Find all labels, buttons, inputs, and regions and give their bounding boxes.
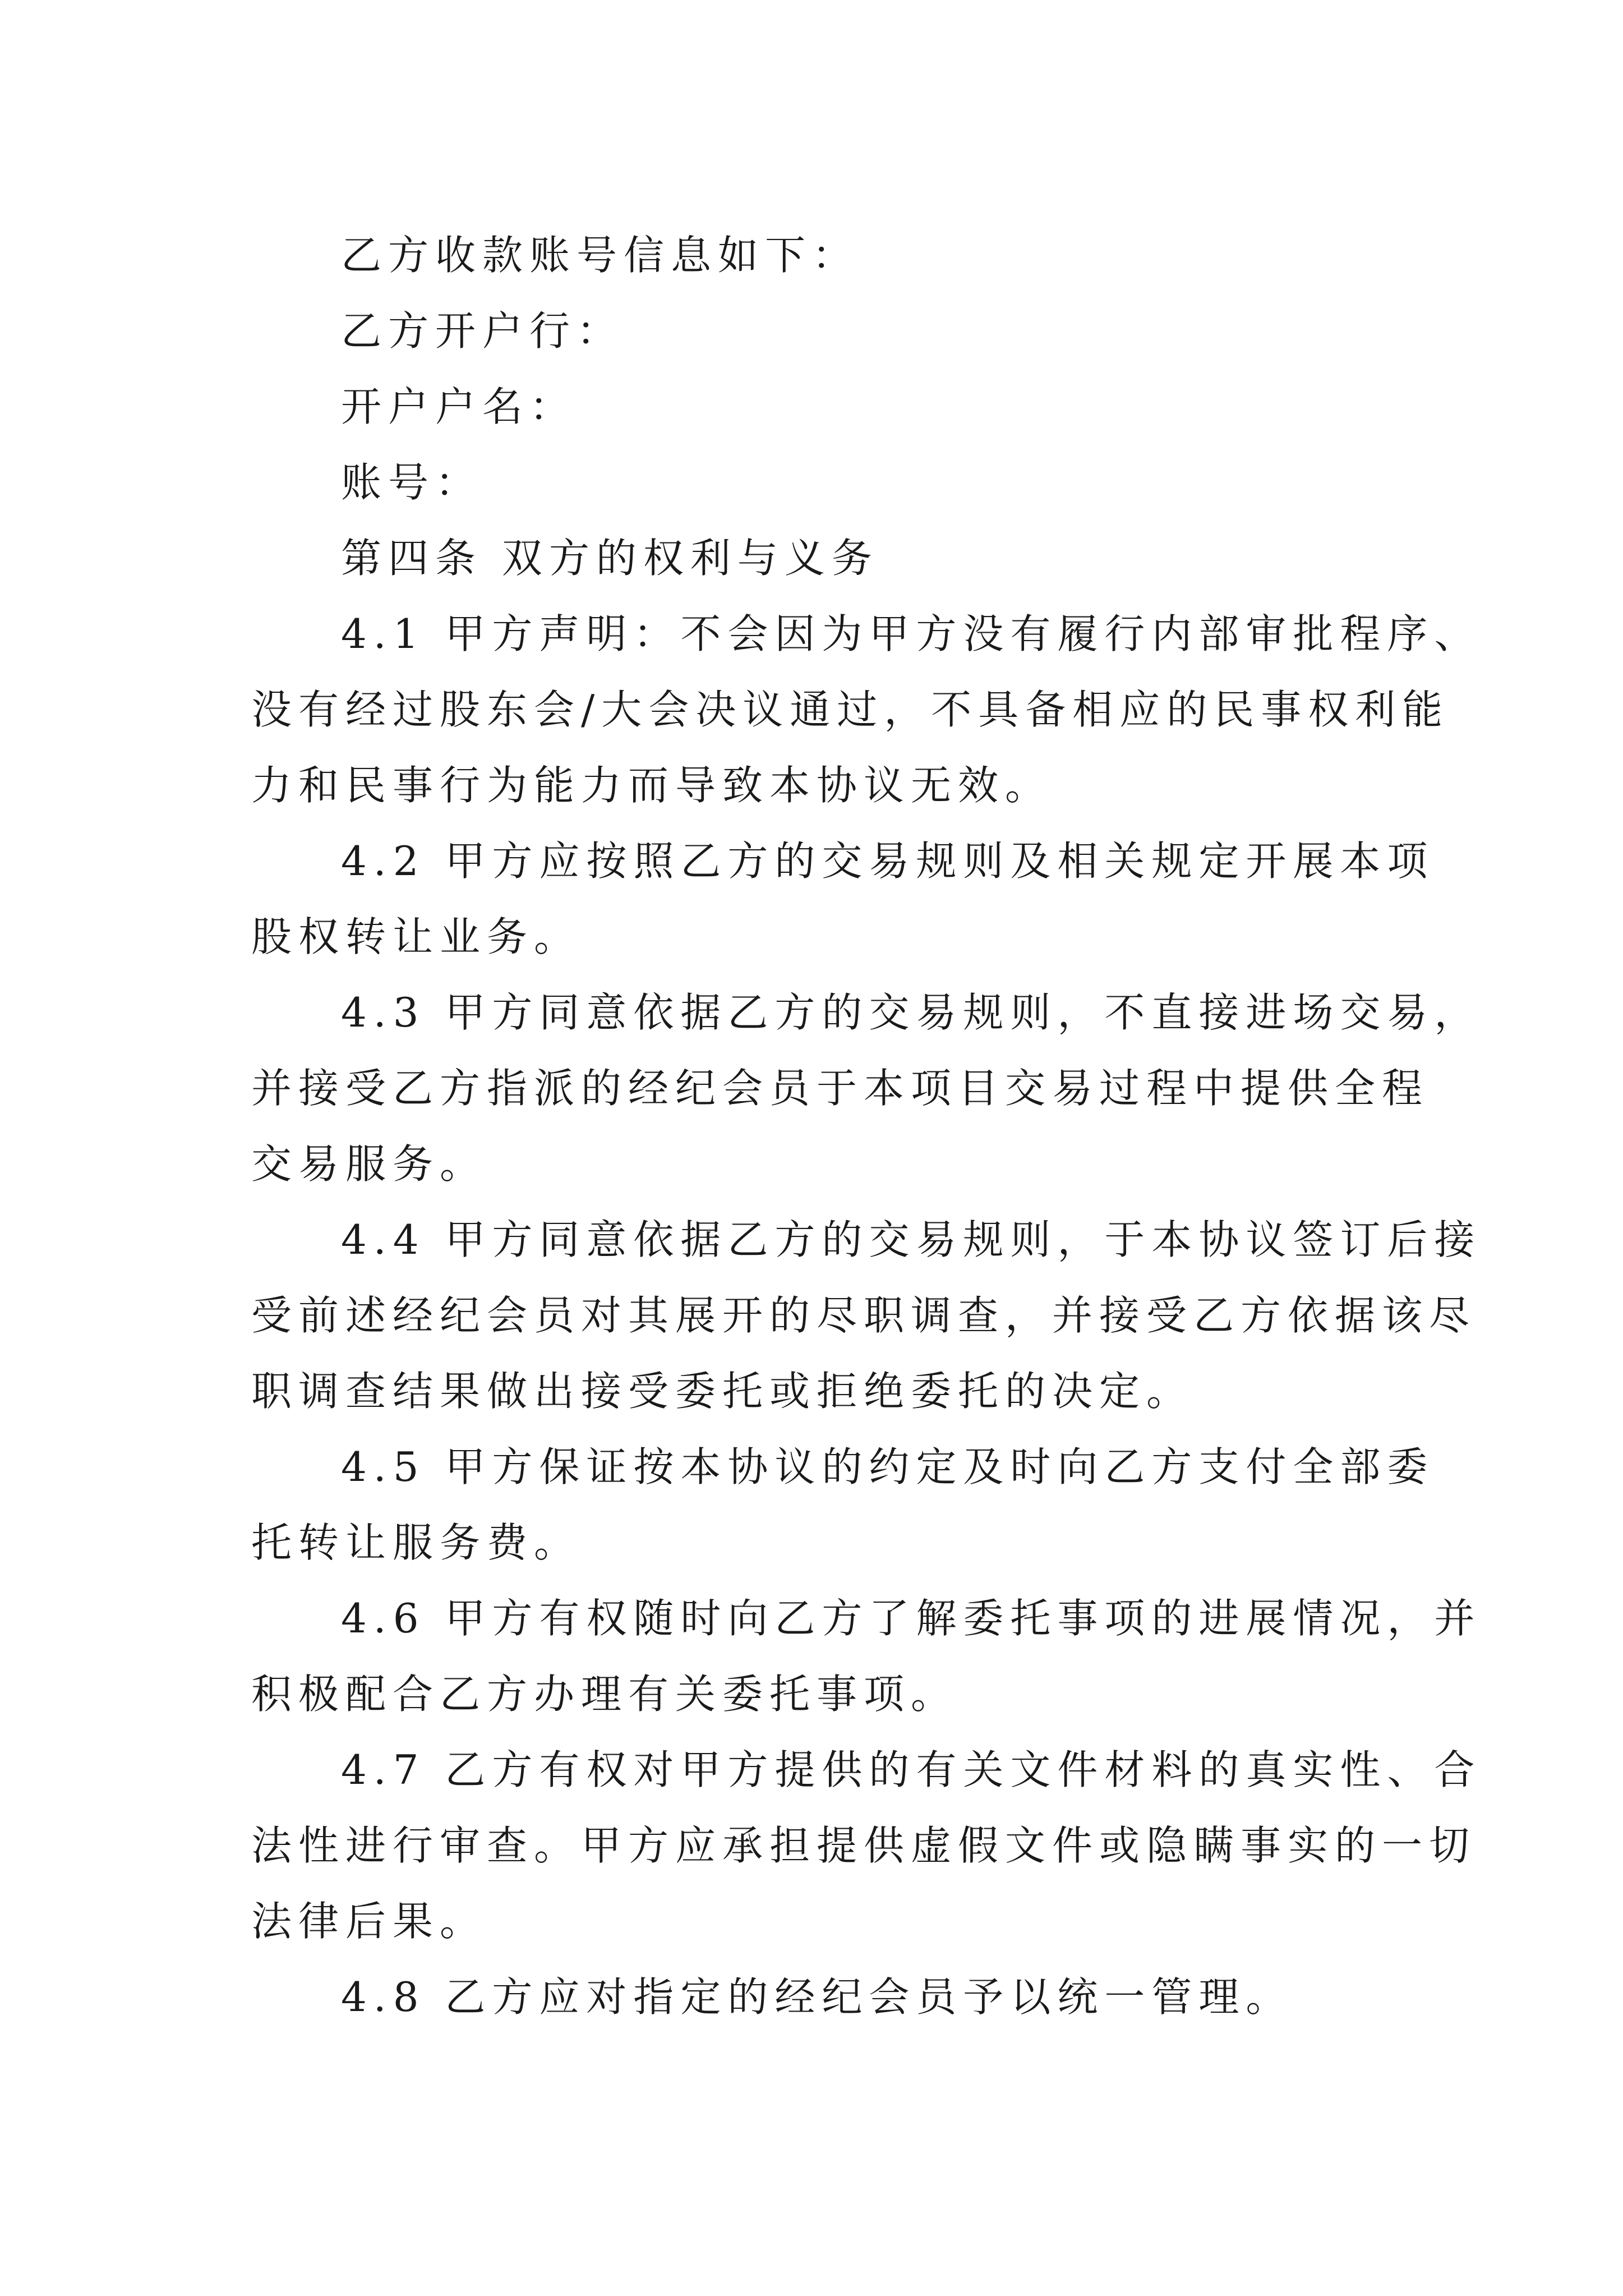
text-line: 账号： xyxy=(341,459,483,506)
text-line: 乙方收款账号信息如下： xyxy=(341,232,860,279)
text-line: 股权转让业务。 xyxy=(251,913,582,960)
text-line: 托转让服务费。 xyxy=(251,1519,582,1566)
text-line: 4.5 甲方保证按本协议的约定及时向乙方支付全部委 xyxy=(341,1443,1435,1490)
document-body xyxy=(251,218,1482,2035)
text-line: 4.4 甲方同意依据乙方的交易规则，于本协议签订后接 xyxy=(341,1216,1482,1263)
text-line: 职调查结果做出接受委托或拒绝委托的决定。 xyxy=(251,1368,1194,1415)
text-line: 开户户名： xyxy=(341,383,577,430)
text-line: 4.2 甲方应按照乙方的交易规则及相关规定开展本项 xyxy=(341,838,1435,885)
text-line: 法性进行审查。甲方应承担提供虚假文件或隐瞒事实的一切 xyxy=(251,1822,1477,1869)
text-line: 力和民事行为能力而导致本协议无效。 xyxy=(251,762,1053,809)
text-line: 4.8 乙方应对指定的经纪会员予以统一管理。 xyxy=(341,1973,1293,2021)
text-line: 积极配合乙方办理有关委托事项。 xyxy=(251,1671,958,1718)
text-line: 4.1 甲方声明：不会因为甲方没有履行内部审批程序、 xyxy=(341,610,1482,657)
section-heading: 第四条 双方的权利与义务 xyxy=(341,535,879,582)
text-line: 并接受乙方指派的经纪会员于本项目交易过程中提供全程 xyxy=(251,1065,1430,1112)
text-line: 4.6 甲方有权随时向乙方了解委托事项的进展情况，并 xyxy=(341,1595,1482,1642)
text-line: 没有经过股东会/大会决议通过，不具备相应的民事权利能 xyxy=(251,686,1450,733)
text-line: 交易服务。 xyxy=(251,1140,487,1188)
text-line: 受前述经纪会员对其展开的尽职调查，并接受乙方依据该尽 xyxy=(251,1292,1477,1339)
text-line: 4.3 甲方同意依据乙方的交易规则，不直接进场交易， xyxy=(341,989,1482,1036)
text-line: 4.7 乙方有权对甲方提供的有关文件材料的真实性、合 xyxy=(341,1746,1482,1793)
text-line: 法律后果。 xyxy=(251,1898,487,1945)
text-line: 乙方开户行： xyxy=(341,307,624,355)
